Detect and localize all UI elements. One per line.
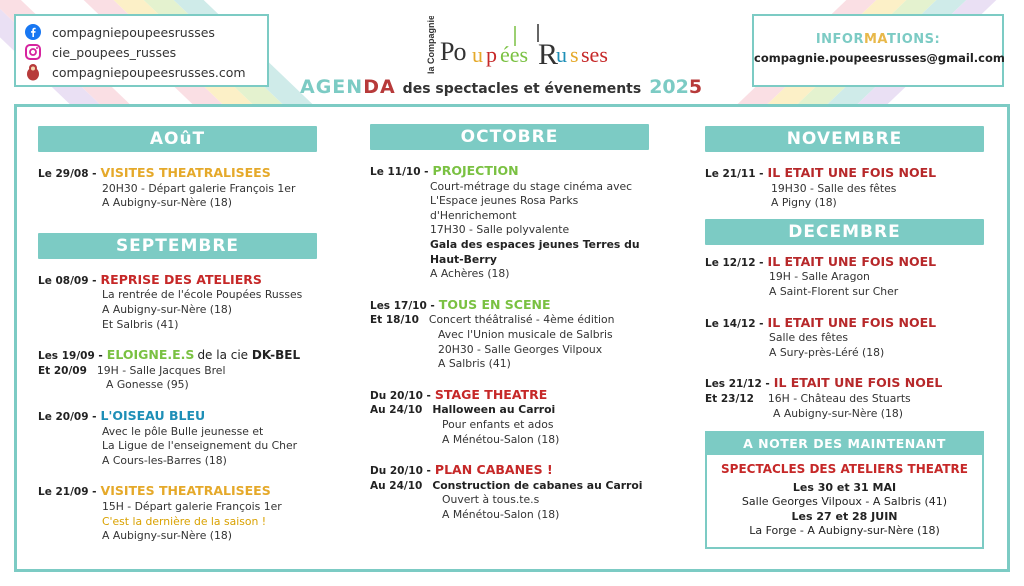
note-header: A NOTER DES MAINTENANT <box>707 433 982 455</box>
event-line: A Pigny (18) <box>771 196 837 210</box>
note-date-1: Les 30 et 31 MAI <box>792 480 897 494</box>
event-date: Le 14/12 - <box>705 317 764 330</box>
event-date: Du 20/10 - <box>370 465 431 478</box>
event-title: STAGE THEATRE <box>434 386 548 402</box>
event-line: La Ligue de l'enseignement du Cher <box>102 439 298 453</box>
event-date-end: Et 23/12 <box>705 392 754 405</box>
event-item <box>38 484 317 543</box>
social-row-instagram[interactable] <box>24 42 259 62</box>
title-da: DA <box>363 76 396 98</box>
month-header-decembre: DECEMBRE <box>705 219 984 245</box>
event-line: Pour enfants et ados <box>442 417 554 431</box>
svg-text:R: R <box>538 38 559 71</box>
instagram-icon <box>24 43 42 61</box>
event-title: ELOIGNE.E.S <box>106 347 195 363</box>
event-date: Le 08/09 - <box>38 274 97 287</box>
column-aout-septembre <box>38 126 317 560</box>
event-item <box>705 255 984 300</box>
column-octobre <box>370 124 649 538</box>
info-title-part3: TIONS: <box>886 32 941 47</box>
event-date: Le 12/12 - <box>705 256 764 269</box>
event-line: A Aubigny-sur-Nère (18) <box>102 196 232 210</box>
note-box <box>705 431 984 549</box>
event-date-end: Au 24/10 <box>370 479 423 492</box>
event-line: A Aubigny-sur-Nère (18) <box>102 302 232 316</box>
svg-text:la Compagnie: la Compagnie <box>426 16 436 74</box>
column-novembre-decembre <box>705 126 984 549</box>
info-title-part1: INFOR <box>815 32 864 47</box>
info-title-part2: MA <box>863 32 887 47</box>
social-links <box>14 14 269 87</box>
note-date-2: Les 27 et 28 JUIN <box>791 509 898 523</box>
event-date-end: Et 20/09 <box>38 364 87 377</box>
event-item <box>370 463 649 522</box>
event-date: Le 29/08 - <box>38 168 97 180</box>
event-line: 15H - Départ galerie François 1er <box>102 499 282 513</box>
svg-text:s: s <box>570 42 579 67</box>
event-title: REPRISE DES ATELIERS <box>100 271 262 287</box>
event-line: 20H30 - Salle Georges Vilpoux <box>438 342 603 356</box>
svg-text:ses: ses <box>581 42 608 67</box>
event-item <box>38 348 317 393</box>
event-item <box>705 316 984 361</box>
info-title <box>754 32 1002 47</box>
event-title: IL ETAIT UNE FOIS NOEL <box>767 253 937 269</box>
svg-text:ées: ées <box>500 42 529 67</box>
month-header-aout: AOûT <box>38 126 317 152</box>
event-line: 19H - Salle Aragon <box>769 270 870 284</box>
event-item <box>38 273 317 332</box>
event-date: Le 11/10 - <box>370 166 429 178</box>
event-line: A Ménétou-Salon (18) <box>442 432 560 446</box>
social-row-facebook[interactable] <box>24 22 259 42</box>
event-date: Le 21/11 - <box>705 168 764 180</box>
event-item <box>370 298 649 372</box>
contact-email[interactable]: compagnie.poupeesrusses@gmail.com <box>754 51 1005 65</box>
event-line: Ouvert à tous.te.s <box>442 493 540 507</box>
event-line: 20H30 - Départ galerie François 1er <box>102 181 296 195</box>
event-line: A Sury-près-Léré (18) <box>769 345 885 359</box>
website-icon <box>24 63 42 81</box>
month-header-septembre: SEPTEMBRE <box>38 233 317 259</box>
agenda-title <box>300 76 740 98</box>
svg-text:p: p <box>486 42 497 67</box>
event-extra-company: DK-BEL <box>251 348 301 363</box>
event-extra-text: de la cie <box>197 348 249 363</box>
event-title: L'OISEAU BLEU <box>100 407 206 423</box>
title-year-a: 202 <box>649 76 689 98</box>
event-line: Avec le pôle Bulle jeunesse et <box>102 424 264 438</box>
event-line: Court-métrage du stage cinéma avec <box>430 179 633 193</box>
event-item <box>38 166 317 211</box>
event-line: 19H - Salle Jacques Brel <box>96 363 226 377</box>
event-line: A Cours-les-Barres (18) <box>102 453 227 467</box>
note-body <box>707 455 982 547</box>
instagram-handle: cie_poupees_russes <box>52 44 177 60</box>
event-title: IL ETAIT UNE FOIS NOEL <box>767 314 937 330</box>
event-line: d'Henrichemont <box>430 208 517 222</box>
event-line: A Ménétou-Salon (18) <box>442 507 560 521</box>
title-subtitle: des spectacles et évenements <box>402 81 642 97</box>
event-title: PLAN CABANES ! <box>434 462 553 478</box>
event-date: Le 20/09 - <box>38 410 97 423</box>
event-date: Du 20/10 - <box>370 389 431 402</box>
event-date: Les 21/12 - <box>705 378 770 391</box>
note-location-1: Salle Georges Vilpoux - A Salbris (41) <box>741 495 948 509</box>
month-header-novembre: NOVEMBRE <box>705 126 984 152</box>
event-date: Le 21/09 - <box>38 486 97 499</box>
event-line: C'est la dernière de la saison ! <box>102 514 267 528</box>
svg-text:u: u <box>556 42 567 67</box>
event-date-end: Et 18/10 <box>370 314 419 327</box>
event-line: A Achères (18) <box>430 267 510 281</box>
event-item <box>370 388 649 447</box>
event-line: 16H - Château des Stuarts <box>767 391 911 405</box>
event-date-end: Au 24/10 <box>370 404 423 417</box>
note-title: SPECTACLES DES ATELIERS THEATRE <box>721 462 968 477</box>
event-date: Les 17/10 - <box>370 299 435 312</box>
svg-text:u: u <box>472 42 483 67</box>
event-title: VISITES THEATRALISEES <box>100 483 271 499</box>
event-line: La rentrée de l'école Poupées Russes <box>102 288 303 302</box>
title-year-b: 5 <box>688 76 703 98</box>
event-title: TOUS EN SCENE <box>438 296 551 312</box>
event-line: A Aubigny-sur-Nère (18) <box>773 406 903 420</box>
facebook-handle: compagniepoupeesrusses <box>52 24 215 40</box>
event-item <box>705 376 984 421</box>
event-line: A Aubigny-sur-Nère (18) <box>102 529 232 543</box>
event-line: Halloween au Carroi <box>432 403 556 417</box>
event-extra <box>197 348 300 363</box>
title-agen: AGEN <box>300 76 364 98</box>
event-item <box>38 409 317 468</box>
event-line: Et Salbris (41) <box>102 317 179 331</box>
note-location-2: La Forge - A Aubigny-sur-Nère (18) <box>749 524 940 538</box>
event-line: A Saint-Florent sur Cher <box>769 284 899 298</box>
event-line: Salle des fêtes <box>769 331 849 345</box>
event-line: Gala des espaces jeunes Terres du <box>430 237 640 251</box>
event-date: Les 19/09 - <box>38 350 103 363</box>
event-line: L'Espace jeunes Rosa Parks <box>430 194 579 208</box>
event-item <box>370 164 649 282</box>
event-title: PROJECTION <box>432 163 519 178</box>
info-box <box>752 14 1004 87</box>
event-title: IL ETAIT UNE FOIS NOEL <box>773 375 943 391</box>
facebook-icon <box>24 23 42 41</box>
svg-text:Po: Po <box>440 37 466 66</box>
event-line: Avec l'Union musicale de Salbris <box>438 327 613 341</box>
event-title: VISITES THEATRALISEES <box>100 165 271 180</box>
event-line: A Gonesse (95) <box>106 378 189 392</box>
event-line: Haut-Berry <box>430 252 497 266</box>
event-item <box>705 166 984 211</box>
event-line: 17H30 - Salle polyvalente <box>430 223 570 237</box>
month-header-octobre: OCTOBRE <box>370 124 649 150</box>
social-row-website[interactable] <box>24 62 259 82</box>
event-line: 19H30 - Salle des fêtes <box>771 181 897 195</box>
event-title: IL ETAIT UNE FOIS NOEL <box>767 165 937 180</box>
website-url: compagniepoupeesrusses.com <box>52 64 246 80</box>
event-line: A Salbris (41) <box>438 357 511 371</box>
event-line: Construction de cabanes au Carroi <box>432 478 643 492</box>
event-line: Concert théâtralisé - 4ème édition <box>428 313 615 327</box>
company-logo <box>420 16 620 78</box>
